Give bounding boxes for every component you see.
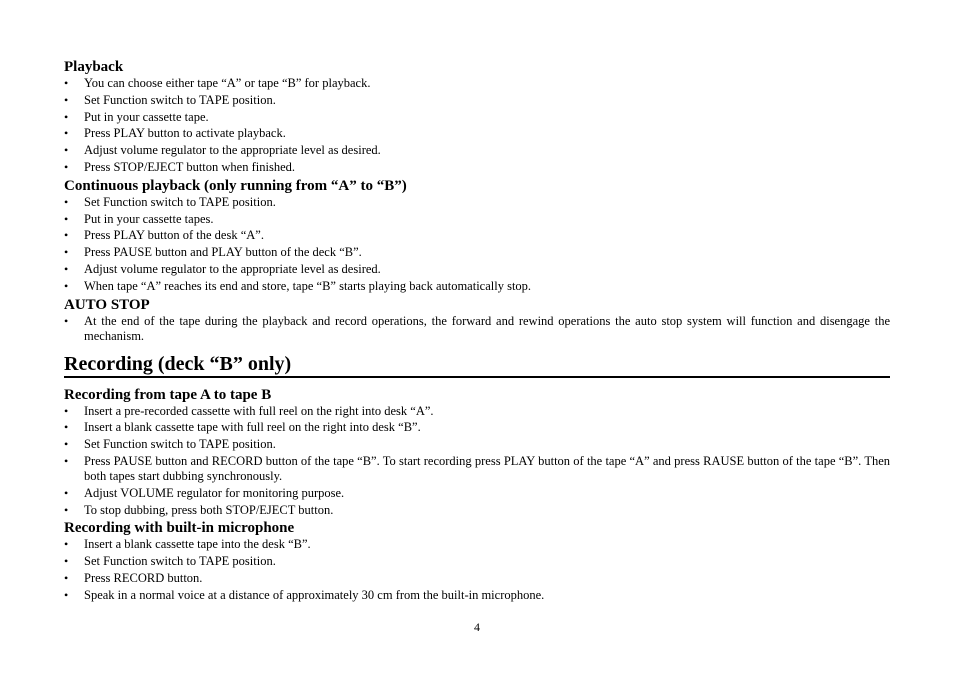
bullet-icon: •: [64, 159, 69, 174]
recording-a-to-b-heading: Recording from tape A to tape B: [64, 386, 272, 403]
auto-stop-list: [64, 314, 890, 344]
bullet-icon: •: [64, 261, 69, 276]
bullet-icon: •: [64, 126, 69, 141]
list-item: • Press PAUSE button and PLAY button of the deck “B”.: [64, 245, 362, 260]
bullet-icon: •: [64, 453, 69, 468]
bullet-icon: •: [64, 194, 69, 209]
bullet-icon: •: [64, 92, 69, 107]
bullet-icon: •: [64, 109, 69, 124]
playback-list: [64, 76, 890, 175]
list-item: • Set Function switch to TAPE position.: [64, 554, 276, 569]
bullet-icon: •: [64, 420, 69, 435]
bullet-icon: •: [64, 570, 69, 585]
auto-stop-heading: AUTO STOP: [64, 296, 150, 313]
recording-microphone-heading: Recording with built-in microphone: [64, 520, 295, 537]
bullet-icon: •: [64, 485, 69, 500]
recording-a-to-b-list: [64, 404, 890, 518]
list-item: • Adjust volume regulator to the appropriate level as desired.: [64, 143, 381, 158]
bullet-icon: •: [64, 76, 69, 90]
bullet-icon: •: [64, 403, 69, 418]
continuous-playback-list: [64, 195, 890, 294]
list-item: • Set Function switch to TAPE position.: [64, 92, 276, 107]
playback-heading: Playback: [64, 59, 124, 75]
list-item: • Set Function switch to TAPE position.: [64, 437, 276, 452]
list-item: • Press PAUSE button and RECORD button of the tape “B”. To start recording press PLAY button of the tape “A” and press RAUSE button of the tape “B”. Then both tapes start dubbing synchronously.: [64, 453, 890, 483]
list-item: • Adjust VOLUME regulator for monitoring purpose.: [64, 485, 345, 500]
list-item: • Put in your cassette tapes.: [64, 211, 214, 226]
list-item: • Adjust volume regulator to the appropriate level as desired.: [64, 261, 381, 276]
list-item: • At the end of the tape during the playback and record operations, the forward and rewind operations the auto stop system will function and disengage the mechanism.: [64, 313, 890, 343]
bullet-icon: •: [64, 143, 69, 158]
bullet-icon: •: [64, 587, 69, 602]
recording-title: Recording (deck “B” only): [64, 352, 890, 378]
list-item: • You can choose either tape “A” or tape “B” for playback.: [64, 76, 371, 90]
list-item: • Insert a blank cassette tape into the desk “B”.: [64, 537, 311, 552]
recording-microphone-list: [64, 537, 890, 602]
bullet-icon: •: [64, 278, 69, 293]
list-item: • Insert a blank cassette tape with full reel on the right into desk “B”.: [64, 420, 421, 435]
bullet-icon: •: [64, 211, 69, 226]
list-item: • Press RECORD button.: [64, 570, 203, 585]
list-item: • Press PLAY button to activate playback.: [64, 126, 286, 141]
list-item: • When tape “A” reaches its end and store, tape “B” starts playing back automatically stop.: [64, 278, 532, 293]
list-item: • Set Function switch to TAPE position.: [64, 194, 276, 209]
list-item: • Speak in a normal voice at a distance of approximately 30 cm from the built-in microphone.: [64, 587, 545, 602]
list-item: • Put in your cassette tape.: [64, 109, 209, 124]
bullet-icon: •: [64, 245, 69, 260]
manual-page: [64, 58, 890, 605]
list-item: • To stop dubbing, press both STOP/EJECT button.: [64, 502, 334, 517]
bullet-icon: •: [64, 228, 69, 243]
bullet-icon: •: [64, 537, 69, 552]
bullet-icon: •: [64, 313, 69, 328]
bullet-icon: •: [64, 502, 69, 517]
list-item: • Press STOP/EJECT button when finished.: [64, 159, 296, 174]
list-item: • Press PLAY button of the desk “A”.: [64, 228, 264, 243]
page-number: 4: [474, 620, 480, 634]
bullet-icon: •: [64, 437, 69, 452]
list-item: • Insert a pre-recorded cassette with full reel on the right into desk “A”.: [64, 403, 434, 418]
bullet-icon: •: [64, 554, 69, 569]
continuous-playback-heading: Continuous playback (only running from “A” to “B”): [64, 177, 407, 194]
